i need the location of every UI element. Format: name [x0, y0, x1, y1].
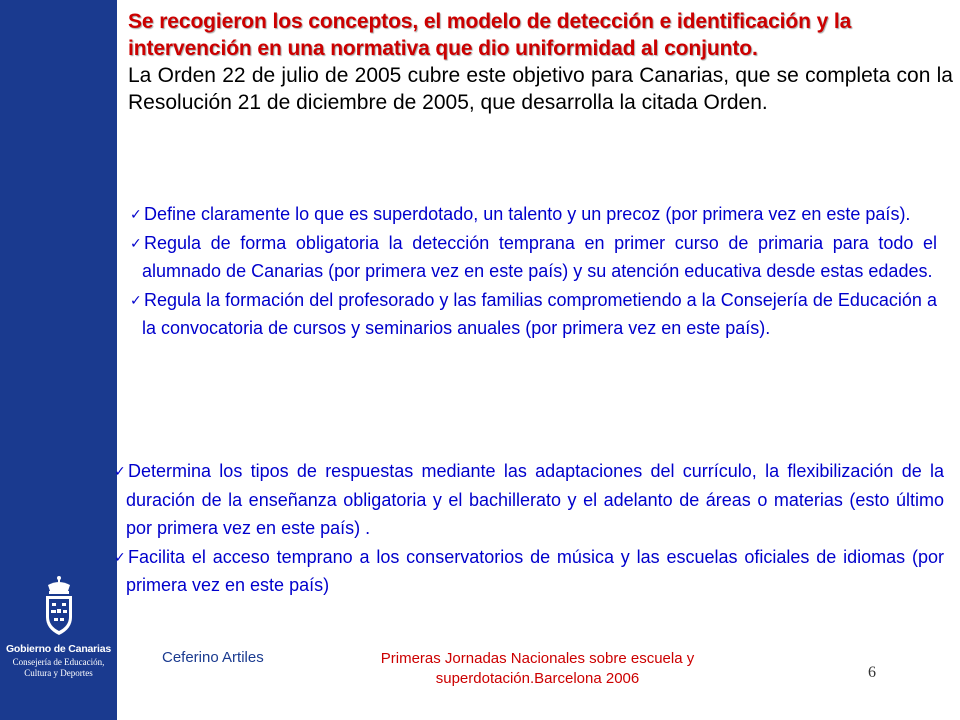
footer-event	[320, 649, 755, 689]
footer-event-line-2: superdotación.Barcelona 2006	[435, 670, 640, 687]
footer-event-line-1: Primeras Jornadas Nacionales sobre escuela y	[380, 650, 695, 667]
footer-author: Ceferino Artiles	[162, 649, 264, 666]
sidebar-band	[0, 0, 117, 720]
logo-subtitle-line-1: Consejería de Educación,	[12, 657, 105, 667]
bullet-list-1	[130, 200, 937, 343]
bullet-item	[130, 286, 937, 343]
slide-paragraph: La Orden 22 de julio de 2005 cubre este objetivo para Canarias, que se completa con la Resolución 21 de diciembre de 2005, que desarrolla la citada Orden.	[128, 64, 953, 114]
check-icon: ✓	[130, 291, 142, 308]
check-icon: ✓	[130, 206, 142, 222]
bullet-item	[130, 229, 937, 286]
bullet-text: Regula la formación del profesorado y las familias comprometiendo a la Consejería de Educación a la convocatoria de cursos y seminarios anuales (por primera vez en este país).	[142, 289, 937, 338]
bullet-item	[130, 200, 937, 229]
coat-of-arms-icon	[39, 575, 79, 637]
logo-subtitle	[0, 657, 117, 679]
bullet-text: Regula de forma obligatoria la detección temprana en primer curso de primaria para todo el alumnado de Canarias (por primera vez en este país) y su atención educativa desde estas edades.	[142, 232, 937, 281]
bullet-text: Define claramente lo que es superdotado, un talento y un precoz (por primera vez en este país).	[144, 204, 911, 224]
logo-subtitle-line-2: Cultura y Deportes	[24, 668, 93, 678]
logo-name: Gobierno de Canarias	[5, 643, 112, 655]
bullet-text: Determina los tipos de respuestas mediante las adaptaciones del currículo, la flexibilización de la duración de la enseñanza obligatoria y el bachillerato y el adelanto de áreas o materias (esto último por primera vez en este país) .	[126, 461, 944, 538]
slide-content	[128, 8, 953, 116]
bullet-list-2	[114, 457, 944, 600]
check-icon: ✓	[114, 463, 126, 479]
page-number: 6	[868, 664, 876, 681]
bullet-text: Facilita el acceso temprano a los conservatorios de música y las escuelas oficiales de idiomas (por primera vez en este país)	[126, 546, 944, 595]
government-logo	[0, 575, 117, 679]
bullet-item	[114, 457, 944, 543]
bullet-item	[114, 543, 944, 600]
check-icon: ✓	[130, 234, 142, 251]
slide-headline: Se recogieron los conceptos, el modelo de detección e identificación y la intervención en una normativa que dio uniformidad al conjunto.	[128, 10, 852, 60]
check-icon: ✓	[114, 548, 126, 565]
